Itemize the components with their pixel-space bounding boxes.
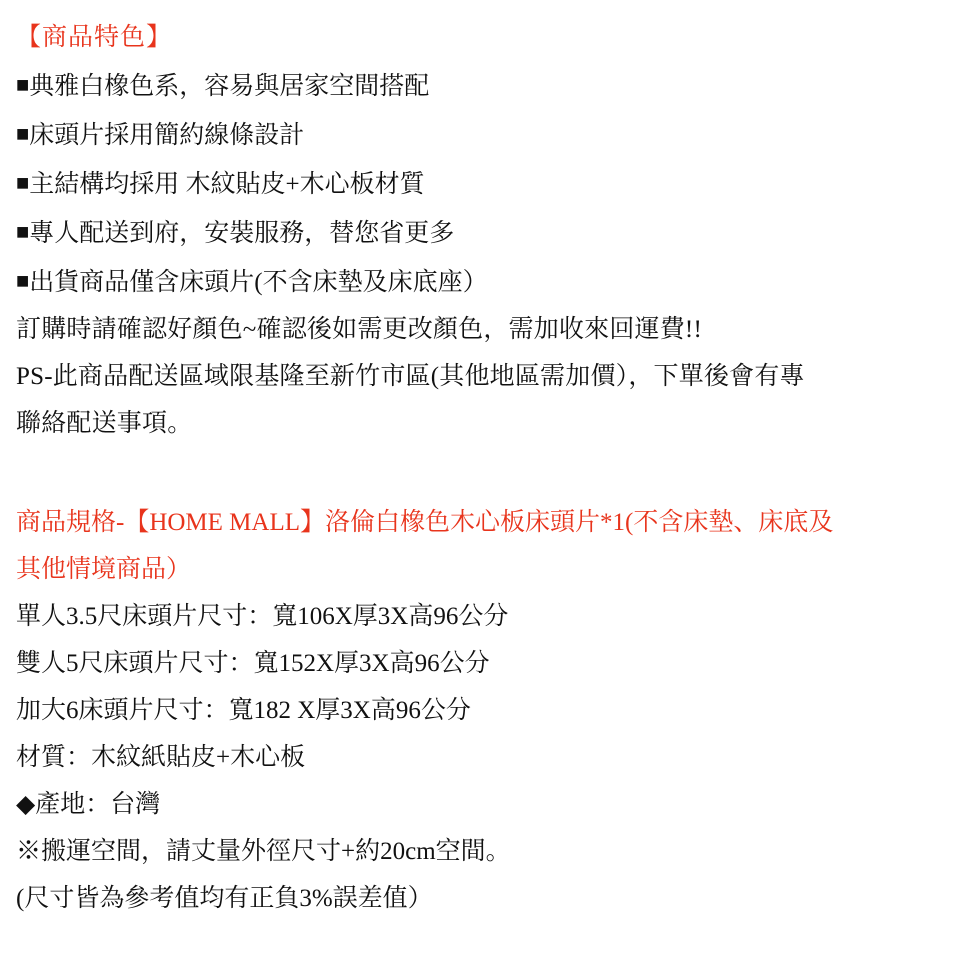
spec-row: 加大6床頭片尺寸：寬182 X厚3X高96公分: [16, 697, 471, 724]
feature-item: [16, 159, 944, 208]
feature-item-label: 出貨商品僅含床頭片(不含床墊及床底座）: [29, 269, 488, 296]
spec-row: 雙人5尺床頭片尺寸：寬152X厚3X高96公分: [16, 650, 490, 677]
order-note: 訂購時請確認好顏色~確認後如需更改顏色，需加收來回運費!!: [16, 316, 702, 343]
square-bullet-icon: ■: [16, 219, 30, 244]
spec-row-origin: ◆產地：台灣: [16, 791, 161, 818]
feature-item-label: 典雅白橡色系，容易與居家空間搭配: [29, 73, 430, 100]
spec-row: 材質：木紋紙貼皮+木心板: [16, 744, 306, 771]
square-bullet-icon: ■: [16, 170, 30, 195]
square-bullet-icon: ■: [16, 121, 30, 146]
feature-item-label: 主結構均採用 木紋貼皮+木心板材質: [29, 171, 425, 198]
feature-item: [16, 61, 944, 110]
feature-item: [16, 208, 944, 257]
delivery-note-continued: 聯絡配送事項。: [16, 410, 193, 437]
spec-row: 單人3.5尺床頭片尺寸：寬106X厚3X高96公分: [16, 603, 509, 630]
feature-item: [16, 257, 944, 306]
spec-heading-line-1: 商品規格-【HOME MALL】洛倫白橡色木心板床頭片*1(不含床墊、床底及: [16, 509, 834, 536]
section-spacer: [16, 447, 944, 499]
features-heading: 【商品特色】: [16, 24, 173, 51]
spec-heading-line-2: 其他情境商品）: [16, 556, 192, 583]
square-bullet-icon: ■: [16, 268, 30, 293]
feature-item: [16, 110, 944, 159]
feature-item-label: 床頭片採用簡約線條設計: [29, 122, 305, 149]
spec-row-tolerance: (尺寸皆為參考值均有正負3%誤差值）: [16, 885, 433, 912]
square-bullet-icon: ■: [16, 72, 30, 97]
delivery-note: PS-此商品配送區域限基隆至新竹市區(其他地區需加價），下單後會有專: [16, 363, 805, 390]
spec-row-note: ※搬運空間，請丈量外徑尺寸+約20cm空間。: [16, 838, 511, 865]
feature-item-label: 專人配送到府，安裝服務，替您省更多: [29, 220, 455, 247]
